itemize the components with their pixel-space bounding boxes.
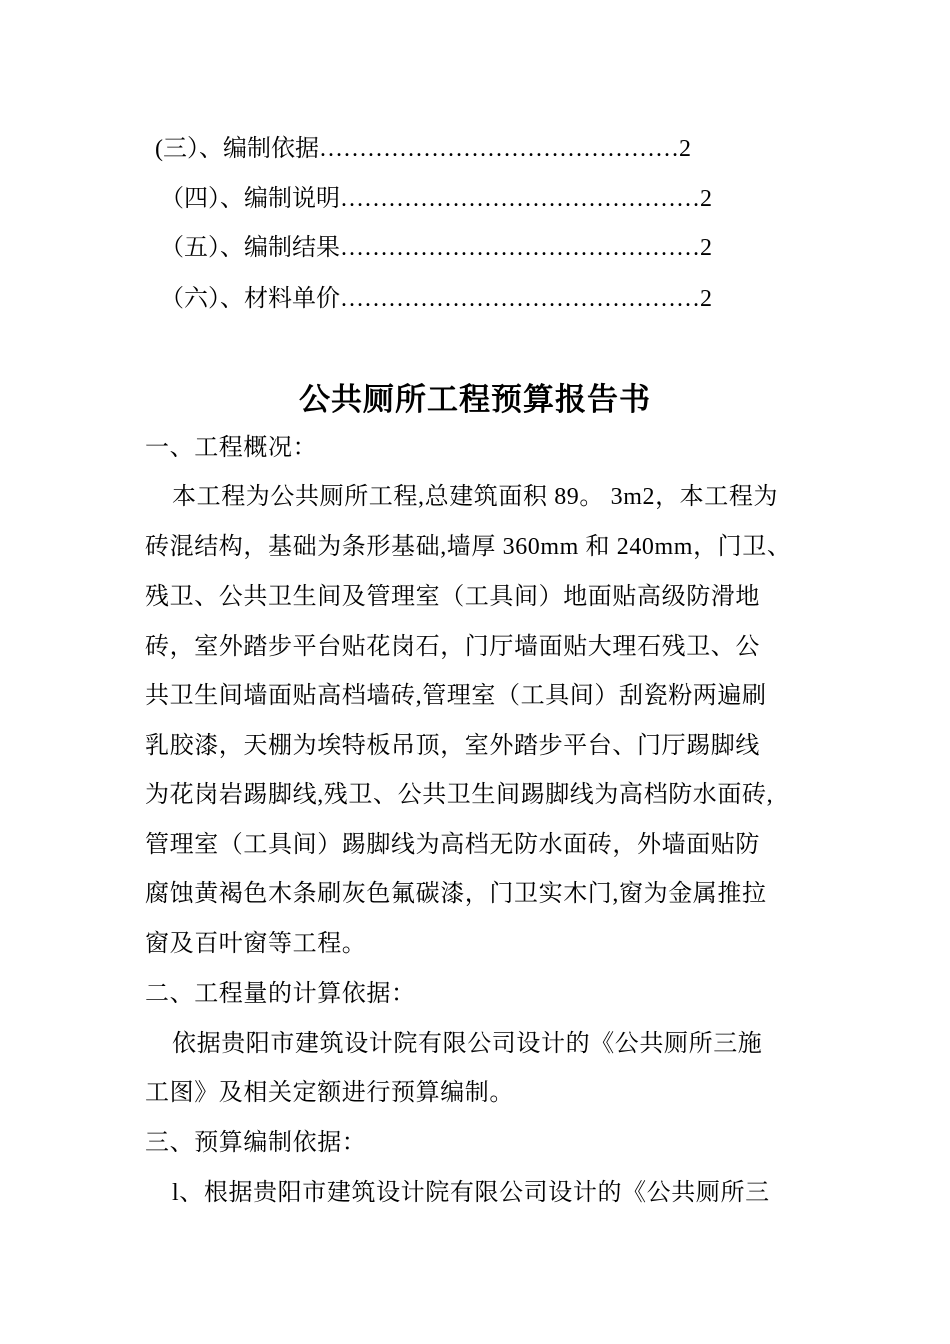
section-heading-overview: 一、工程概况： — [145, 435, 318, 461]
paragraph-line: 残卫、公共卫生间及管理室（工具间）地面贴高级防滑地 — [145, 584, 760, 610]
paragraph-line: 依据贵阳市建筑设计院有限公司设计的《公共厕所三施 — [172, 1031, 763, 1057]
toc-entry-description: （四）、编制说明………………………………………2 — [160, 186, 712, 212]
paragraph-line: 本工程为公共厕所工程,总建筑面积 89。 3m2，本工程为 — [172, 484, 779, 510]
paragraph-line: 共卫生间墙面贴高档墙砖,管理室（工具间）刮瓷粉两遍刷 — [145, 683, 767, 709]
paragraph-line: 腐蚀黄褐色木条刷灰色氟碳漆，门卫实木门,窗为金属推拉 — [145, 881, 767, 907]
toc-entry-material-price: （六）、材料单价………………………………………2 — [160, 286, 712, 312]
paragraph-line: 乳胶漆，天棚为埃特板吊顶，室外踏步平台、门厅踢脚线 — [145, 733, 760, 759]
section-heading-quantity-basis: 二、工程量的计算依据： — [145, 981, 416, 1007]
paragraph-line: 砖，室外踏步平台贴花岗石，门厅墙面贴大理石残卫、公 — [145, 634, 760, 660]
paragraph-line: 砖混结构，基础为条形基础,墙厚 360mm 和 240mm，门卫、 — [145, 534, 792, 560]
toc-entry-result: （五）、编制结果………………………………………2 — [160, 235, 712, 261]
paragraph-line: 窗及百叶窗等工程。 — [145, 931, 367, 957]
toc-entry-basis: (三）、编制依据………………………………………2 — [155, 136, 691, 162]
paragraph-line: l、根据贵阳市建筑设计院有限公司设计的《公共厕所三 — [172, 1180, 770, 1206]
paragraph-line: 为花岗岩踢脚线,残卫、公共卫生间踢脚线为高档防水面砖, — [145, 782, 774, 808]
paragraph-line: 工图》及相关定额进行预算编制。 — [145, 1080, 514, 1106]
paragraph-line: 管理室（工具间）踢脚线为高档无防水面砖，外墙面贴防 — [145, 832, 760, 858]
document-title: 公共厕所工程预算报告书 — [299, 382, 651, 417]
section-heading-budget-basis: 三、预算编制依据： — [145, 1130, 367, 1156]
